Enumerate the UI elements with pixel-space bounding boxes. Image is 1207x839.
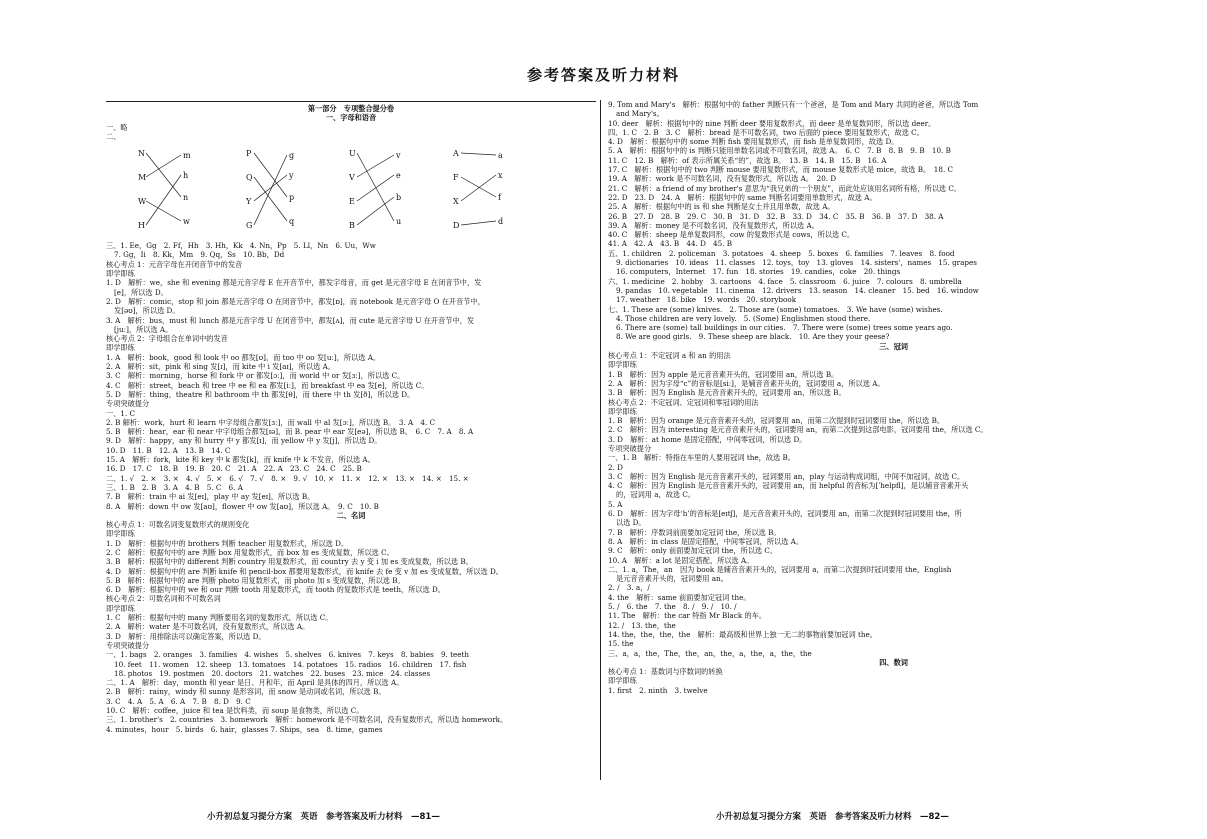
answer-line: 即学即练 — [106, 343, 135, 353]
answer-line: 即学即练 — [106, 269, 135, 279]
answer-line: 6. There are (some) tall buildings in our cities. 7. There were (some) trees some years ago. — [616, 323, 953, 333]
answer-line: 39. A 解析：money 是不可数名词，没有复数形式，所以选 A。 — [608, 220, 819, 230]
answer-line: 2. B 解析：work，hurt 和 learn 中字母组合都发[ɜː]，而 wall 中 al 发[ɔː]，所以选 B。 3. A 4. C — [106, 417, 436, 427]
answer-line: 即学即练 — [608, 676, 637, 686]
answer-line: 四、1. C 2. B 3. C 解析：bread 是不可数名词，two 后面的 piece 要用复数形式，故选 C。 — [608, 127, 924, 137]
answer-line: 核心考点 2：不定冠词、定冠词和零冠词的用法 — [608, 397, 759, 407]
answer-line: 1. C 解析：根据句中的 many 判断要用名词的复数形式，所以选 C。 — [106, 613, 333, 623]
matching-letter-right: d — [498, 217, 504, 227]
answer-line: 12. / 13. the，the — [608, 620, 676, 630]
matching-line — [357, 155, 394, 177]
answer-line: 4. D 解析：根据句中的 are 判断 knife 和 pencil-box 都要用复数形式，而 knife 去 fe 变 v 加 es 变成复数，所以选 D。 — [106, 566, 503, 576]
answer-line: 2. A 解析：因为字母“c”的音标是[siː]，是辅音音素开头的，冠词要用 a，所以选 A。 — [608, 378, 885, 388]
answer-line: 三、1. Ee，Gg 2. Ff，Hh 3. Hh，Kk 4. Nn，Pp 5. Ll，Nn 6. Uu，Ww — [106, 241, 376, 251]
answer-line: 7. Gg，Ii 8. Kk，Mm 9. Qq，Ss 10. Bb，Dd — [114, 250, 285, 260]
matching-letter-right: m — [183, 151, 191, 161]
answer-line: 2. D — [608, 462, 623, 472]
answer-line: 核心考点 1：可数名词变复数形式的规则变化 — [106, 520, 250, 530]
column-divider — [600, 100, 601, 780]
answer-line: 5. D 解析：thing，theatre 和 bathroom 中 th 都发[θ]，而 there 中 th 发[ð]，所以选 D。 — [106, 389, 415, 399]
answer-line: 二、1. √ 2. × 3. × 4. √ 5. × 6. √ 7. √ 8. × 9. √ 10. × 11. × 12. × 13. × 14. × 15. × — [106, 473, 469, 483]
answer-line: 七、1. These are (some) knives. 2. Those are (some) tomatoes. 3. We have (some) wishes. — [608, 304, 943, 314]
matching-letter-left: Y — [246, 197, 252, 207]
matching-letter-right: u — [396, 217, 402, 227]
answer-line: 1. B 解析：因为 apple 是元音音素开头的，冠词要用 an，所以选 B。 — [608, 369, 839, 379]
left-column — [106, 100, 596, 734]
answer-line: 8. A 解析：in class 是固定搭配，中间零冠词，所以选 A。 — [608, 536, 804, 546]
answer-line: 8. We are good girls. 9. These sheep are black. 10. Are they your geese? — [616, 332, 890, 342]
answer-line: 22. D 23. D 24. A 解析：根据句中的 same 判断名词要用单数形式，故选 A。 — [608, 192, 877, 202]
answer-line: 9. Tom and Mary's 解析：根据句中的 father 判断只有一个爸爸，是 Tom and Mary 共同的爸爸，所以选 Tom — [608, 100, 979, 109]
matching-line — [146, 155, 181, 177]
matching-line — [146, 175, 181, 225]
answer-line: 核心考点 1：不定冠词 a 和 an 的用法 — [608, 351, 731, 361]
answer-line: 17. weather 18. bike 19. words 20. storybook — [616, 295, 797, 305]
answer-line: 10. D 11. B 12. A 13. B 14. C — [106, 445, 231, 455]
answer-line: 三、1. B 2. B 3. A 4. B 5. C 6. A — [106, 482, 243, 492]
section-heading: 四、数词 — [879, 657, 908, 667]
answer-line: 26. B 27. D 28. B 29. C 30. B 31. D 32. B 33. D 34. C 35. B 36. B 37. D 38. A — [608, 211, 944, 221]
answer-line: 核心考点 2：可数名词和不可数名词 — [106, 594, 221, 604]
answer-line: 2. C 解析：根据句中的 are 判断 box 用复数形式，而 box 加 es 变成复数，所以选 C。 — [106, 547, 394, 557]
matching-line — [461, 177, 496, 197]
matching-letter-right: y — [289, 171, 294, 181]
answer-line: 的，冠词用 a，故选 C。 — [616, 490, 696, 500]
matching-line — [357, 175, 394, 201]
answer-line: 19. A 解析：work 是不可数名词，没有复数形式，所以选 A。 20. D — [608, 174, 837, 184]
matching-letter-right: b — [396, 193, 402, 203]
answer-line: [juː]，所以选 A。 — [114, 324, 173, 334]
section-heading: 二、名词 — [336, 510, 366, 520]
answer-line: 专项突破提分 — [106, 399, 150, 409]
answer-line: 18. photos 19. postmen 20. doctors 21. watches 22. buses 23. mice 24. classes — [114, 668, 431, 678]
heading-rule — [106, 101, 596, 102]
matching-letter-left: U — [349, 149, 356, 159]
answer-line: and Mary's。 — [616, 109, 664, 119]
answer-line: 16. computers，Internet 17. fun 18. stories 19. candies，coke 20. things — [616, 267, 901, 277]
matching-letter-left: V — [349, 173, 355, 183]
matching-letter-left: Q — [246, 173, 253, 183]
page-title: 参考答案及听力材料 — [526, 66, 680, 84]
matching-letter-left: B — [349, 221, 355, 231]
answer-line: 7. B 解析：train 中 ai 发[eɪ]，play 中 ay 发[eɪ]，所以选 B。 — [106, 492, 315, 502]
matching-line — [461, 153, 496, 155]
matching-line — [254, 175, 287, 201]
answer-line: 即学即练 — [608, 360, 637, 370]
matching-letter-right: p — [289, 193, 295, 203]
answer-line: 11. The 解析：the car 特指 Mr Black 的车。 — [608, 611, 767, 621]
answer-line: 1. first 2. ninth 3. twelve — [608, 685, 708, 695]
matching-letter-left: P — [246, 149, 252, 159]
matching-letter-right: e — [396, 171, 401, 181]
answer-line: 一、1. bags 2. oranges 3. families 4. wishes 5. shelves 6. knives 7. keys 8. babies 9. teeth — [106, 650, 470, 660]
answer-line: 三、a，a，the，The，the，an，the，a，the，a，the，the — [608, 648, 812, 658]
answer-line: 4. Those children are very lovely. 5. (Some) Englishmen stood there. — [616, 313, 871, 323]
matching-letter-right: a — [498, 151, 503, 161]
answer-line: 7. B 解析：序数词前面要加定冠词 the，所以选 B。 — [608, 527, 781, 537]
answer-line: 15. the — [608, 639, 634, 649]
matching-letter-left: W — [138, 197, 147, 207]
answer-line: 2. A 解析：water 是不可数名词，没有复数形式，所以选 A。 — [106, 622, 310, 632]
answer-line: [e]，所以选 D。 — [114, 287, 168, 297]
answer-line: 2. B 解析：rainy，windy 和 sunny 是形容词，而 snow 是动词或名词，所以选 B。 — [106, 687, 386, 697]
matching-line — [461, 221, 496, 225]
answer-line: 9. D 解析：happy，any 和 hurry 中 y 都发[ɪ]，而 yellow 中 y 发[j]，所以选 D。 — [106, 436, 382, 446]
answer-line: 即学即练 — [106, 529, 135, 539]
answer-line: 16. D 17. C 18. B 19. B 20. C 21. A 22. A 23. C 24. C 25. B — [106, 464, 362, 474]
answer-line: 10. deer 解析：根据句中的 nine 判断 deer 要用复数形式，而 deer 是单复数同形，所以选 deer。 — [608, 118, 936, 128]
answer-line: 9. pandas 10. vegetable 11. cinema 12. drivers 13. season 14. cleaner 15. bed 16. window — [616, 285, 979, 295]
answer-line: 4. minutes，hour 5. birds 6. hair，glasses 7. Ships，sea 8. time，games — [106, 724, 383, 734]
answer-line: 4. C 解析：street，beach 和 tree 中 ee 和 ea 都发[iː]，而 breakfast 中 ea 发[e]，所以选 C。 — [106, 380, 429, 390]
section-heading: 第一部分 专项整合提分卷 — [307, 104, 395, 113]
answer-line: 五、1. children 2. policeman 3. potatoes 4. sheep 5. boxes 6. families 7. leaves 8. food — [608, 248, 955, 258]
answer-line: 2. D 解析：comic，stop 和 join 都是元音字母 O 在闭音节中，都发[ɒ]，而 notebook 是元音字母 O 在开音节中， — [106, 296, 485, 306]
answer-line: 6. D 解析：根据句中的 we 和 our 判断 tooth 用复数形式，而 tooth 的复数形式是 teeth，所以选 D。 — [106, 585, 445, 595]
answer-line: 二、1. A 解析：day，month 和 year 是日、月和年，而 April 是具体的四月，所以选 A。 — [106, 678, 404, 688]
answer-line: 9. dictionaries 10. ideas 11. classes 12. toys，toy 13. gloves 14. sisters'，names 15. grapes — [616, 258, 977, 268]
matching-letter-right: f — [498, 193, 501, 203]
matching-letter-right: x — [498, 171, 503, 181]
matching-line — [461, 175, 496, 201]
answer-line: 8. A 解析：down 中 ow 发[aʊ]，flower 中 ow 发[aʊ]，所以选 A。 9. C 10. B — [106, 501, 379, 511]
answer-line: 一、1. C — [106, 408, 136, 418]
answer-line: 5. B 解析：根据句中的 are 判断 photo 用复数形式，而 photo 加 s 变成复数，所以选 B。 — [106, 575, 405, 585]
answer-line: 15. A 解析：fork，kite 和 key 中 k 都发[k]，而 knife 中 k 不发音，所以选 A。 — [106, 455, 375, 465]
answer-line: 核心考点 2：字母组合在单词中的发音 — [106, 334, 228, 344]
matching-letter-left: G — [246, 221, 253, 231]
answer-line: 是元音音素开头的，冠词要用 an。 — [616, 574, 728, 584]
answer-line: 2. C 解析：因为 interesting 是元音音素开头的，冠词要用 an，而第二次提到这部电影，冠词要用 the，所以选 C。 — [608, 425, 988, 435]
answer-line: 三、1. brother's 2. countries 3. homework 解析：homework 是不可数名词，没有复数形式，所以选 homework。 — [106, 715, 508, 725]
matching-letter-right: n — [183, 193, 189, 203]
matching-letter-left: H — [138, 221, 145, 231]
answer-line: 6. D 解析：因为字母‘h’的音标是[eɪtʃ]，是元音音素开头的，冠词要用 an，而第二次提到时冠词要用 the，所 — [608, 509, 962, 519]
answer-line: 3. C 4. A 5. A 6. A 7. B 8. D 9. C — [106, 696, 251, 706]
answer-line: 9. C 解析：only 前面要加定冠词 the，所以选 C。 — [608, 546, 778, 556]
right-column — [608, 100, 1108, 695]
answer-line: 2. / 3. a，/ — [608, 583, 650, 593]
answer-line: 发[əʊ]，所以选 D。 — [114, 306, 180, 316]
answer-line: 10. A 解析：a lot 是固定搭配，所以选 A。 — [608, 555, 754, 565]
footer-right: 小升初总复习提分方案 英语 参考答案及听力材料 —82— — [716, 812, 949, 822]
answer-line: 17. C 解析：根据句中的 two 判断 mouse 要用复数形式，而 mouse 复数形式是 mice，故选 B。 18. C — [608, 165, 954, 175]
answer-line: 1. D 解析：根据句中的 brothers 判断 teacher 用复数形式，所以选 D。 — [106, 538, 349, 548]
answer-line: 1. D 解析：we，she 和 evening 都是元音字母 E 在开音节中，都发字母音，而 get 是元音字母 E 在闭音节中，发 — [106, 278, 482, 288]
answer-line: 一、略 — [106, 122, 128, 132]
matching-letter-right: g — [289, 151, 295, 161]
matching-letter-right: w — [183, 217, 190, 227]
matching-letter-left: N — [138, 149, 145, 159]
answer-line: 4. D 解析：根据句中的 some 判断 fish 要用复数形式，而 fish 是单复数同形，故选 D。 — [608, 137, 899, 147]
matching-letter-right: h — [183, 171, 189, 181]
answer-line: 14. the，the，the，the 解析：最高级和世界上独一无二的事物前要加冠词 the。 — [608, 629, 877, 639]
answer-line: 以选 D。 — [616, 518, 646, 528]
matching-letter-left: F — [453, 173, 459, 183]
answer-line: 3. C 解析：morning，horse 和 fork 中 or 都发[ɔː]，而 world 中 or 发[ɜː]，所以选 C。 — [106, 371, 405, 381]
answer-line: 即学即练 — [608, 406, 637, 416]
footer-left: 小升初总复习提分方案 英语 参考答案及听力材料 —81— — [207, 812, 440, 822]
answer-line: 核心考点 1：元音字母在开闭音节中的发音 — [106, 259, 243, 269]
answer-line: 核心考点 1：基数词与序数词的转换 — [608, 667, 723, 677]
answer-line: 1. B 解析：因为 orange 是元音音素开头的，冠词要用 an，而第二次提到时冠词要用 the，所以选 B。 — [608, 416, 945, 426]
section-heading: 三、冠词 — [879, 341, 908, 351]
answer-line: 10. feet 11. women 12. sheep 13. tomatoes 14. potatoes 15. radios 16. children 17. fish — [114, 659, 467, 669]
matching-letter-right: v — [396, 151, 401, 161]
letter-matching-diagram — [106, 142, 596, 239]
answer-line: 2. A 解析：sit，pink 和 sing 发[ɪ]，而 kite 中 i 发[aɪ]，所以选 A。 — [106, 362, 335, 372]
answer-line: 10. C 解析：coffee，juice 和 tea 是饮料类，而 soup 是食物类，所以选 C。 — [106, 706, 364, 716]
matching-letter-left: A — [453, 149, 459, 159]
matching-letter-right: q — [289, 217, 295, 227]
matching-line — [146, 153, 181, 197]
answer-line: 41. A 42. A 43. B 44. D 45. B — [608, 239, 733, 249]
matching-letter-left: D — [453, 221, 460, 231]
answer-line: 六、1. medicine 2. hobby 3. cartoons 4. face 5. classroom 6. juice 7. colours 8. umbrella — [608, 276, 962, 286]
answer-line: 5. / 6. the 7. the 8. / 9. / 10. / — [608, 602, 737, 612]
matching-letter-left: M — [138, 173, 147, 183]
section-heading: 一、字母和语音 — [325, 113, 377, 123]
answer-line: 3. A 解析：bus，must 和 lunch 都是元音字母 U 在闭音节中，都发[ʌ]，而 cute 是元音字母 U 在开音节中，发 — [106, 315, 475, 325]
answer-line: 二、 — [106, 131, 121, 141]
answer-line: 3. B 解析：因为 English 是元音音素开头的，冠词要用 an，所以选 B。 — [608, 388, 846, 398]
answer-line: 1. A 解析：book，good 和 look 中 oo 都发[ʊ]，而 too 中 oo 发[uː]，所以选 A。 — [106, 352, 381, 362]
answer-line: 11. C 12. B 解析：of 表示所属关系“的”，故选 B。 13. B 14. B 15. B 16. A — [608, 155, 887, 165]
answer-line: 二、1. a，The，an 因为 book 是辅音音素开头的，冠词要用 a，而第二次提到时冠词要用 the，English — [608, 564, 952, 574]
answer-line: 5. B 解析：hear，ear 和 near 中字母组合都发[ɪə]，而 B. pear 中 ear 发[eə]，所以选 B。 6. C 7. A 8. A — [106, 427, 474, 437]
answer-line: 25. A 解析：根据句中的 is 和 she 判断是女士并且用单数，故选 A。 — [608, 202, 835, 212]
answer-line: 3. D 解析：at home 是固定搭配，中间零冠词，所以选 D。 — [608, 434, 807, 444]
answer-line: 5. A — [608, 499, 623, 509]
answer-line: 专项突破提分 — [106, 640, 150, 650]
answer-line: 一、1. B 解析：特指在车里的人要用冠词 the，故选 B。 — [608, 453, 795, 463]
answer-line: 3. B 解析：根据句中的 different 判断 country 用复数形式，而 country 去 y 变 i 加 es 变成复数，所以选 B。 — [106, 557, 473, 567]
answer-line: 5. A 解析：根据句中的 is 判断只能用单数名词或不可数名词，故选 A。 6. C 7. B 8. B 9. B 10. B — [608, 146, 951, 156]
matching-letter-left: E — [349, 197, 355, 207]
answer-line: 4. C 解析：因为 English 是元音音素开头的，冠词要用 an，而 helpful 的音标为[ˈhelpfl]，是以辅音音素开头 — [608, 481, 969, 491]
answer-line: 专项突破提分 — [608, 443, 652, 453]
answer-line: 3. D 解析：用排除法可以确定答案，所以选 D。 — [106, 631, 266, 641]
answer-line: 21. C 解析：a friend of my brother's 意思为“我兄弟的一个朋友”，而此处应该用名词所有格，所以选 C。 — [608, 183, 962, 193]
matching-letter-left: X — [453, 197, 459, 207]
answer-line: 3. C 解析：因为 English 是元音音素开头的，冠词要用 an，play 与运动构成词组，中间不加冠词，故选 C。 — [608, 471, 965, 481]
answer-line: 4. the 解析：same 前面要加定冠词 the。 — [608, 592, 751, 602]
answer-line: 40. C 解析：sheep 是单复数同形，cow 的复数形式是 cows，所以选 C。 — [608, 230, 855, 240]
answer-line: 即学即练 — [106, 603, 135, 613]
